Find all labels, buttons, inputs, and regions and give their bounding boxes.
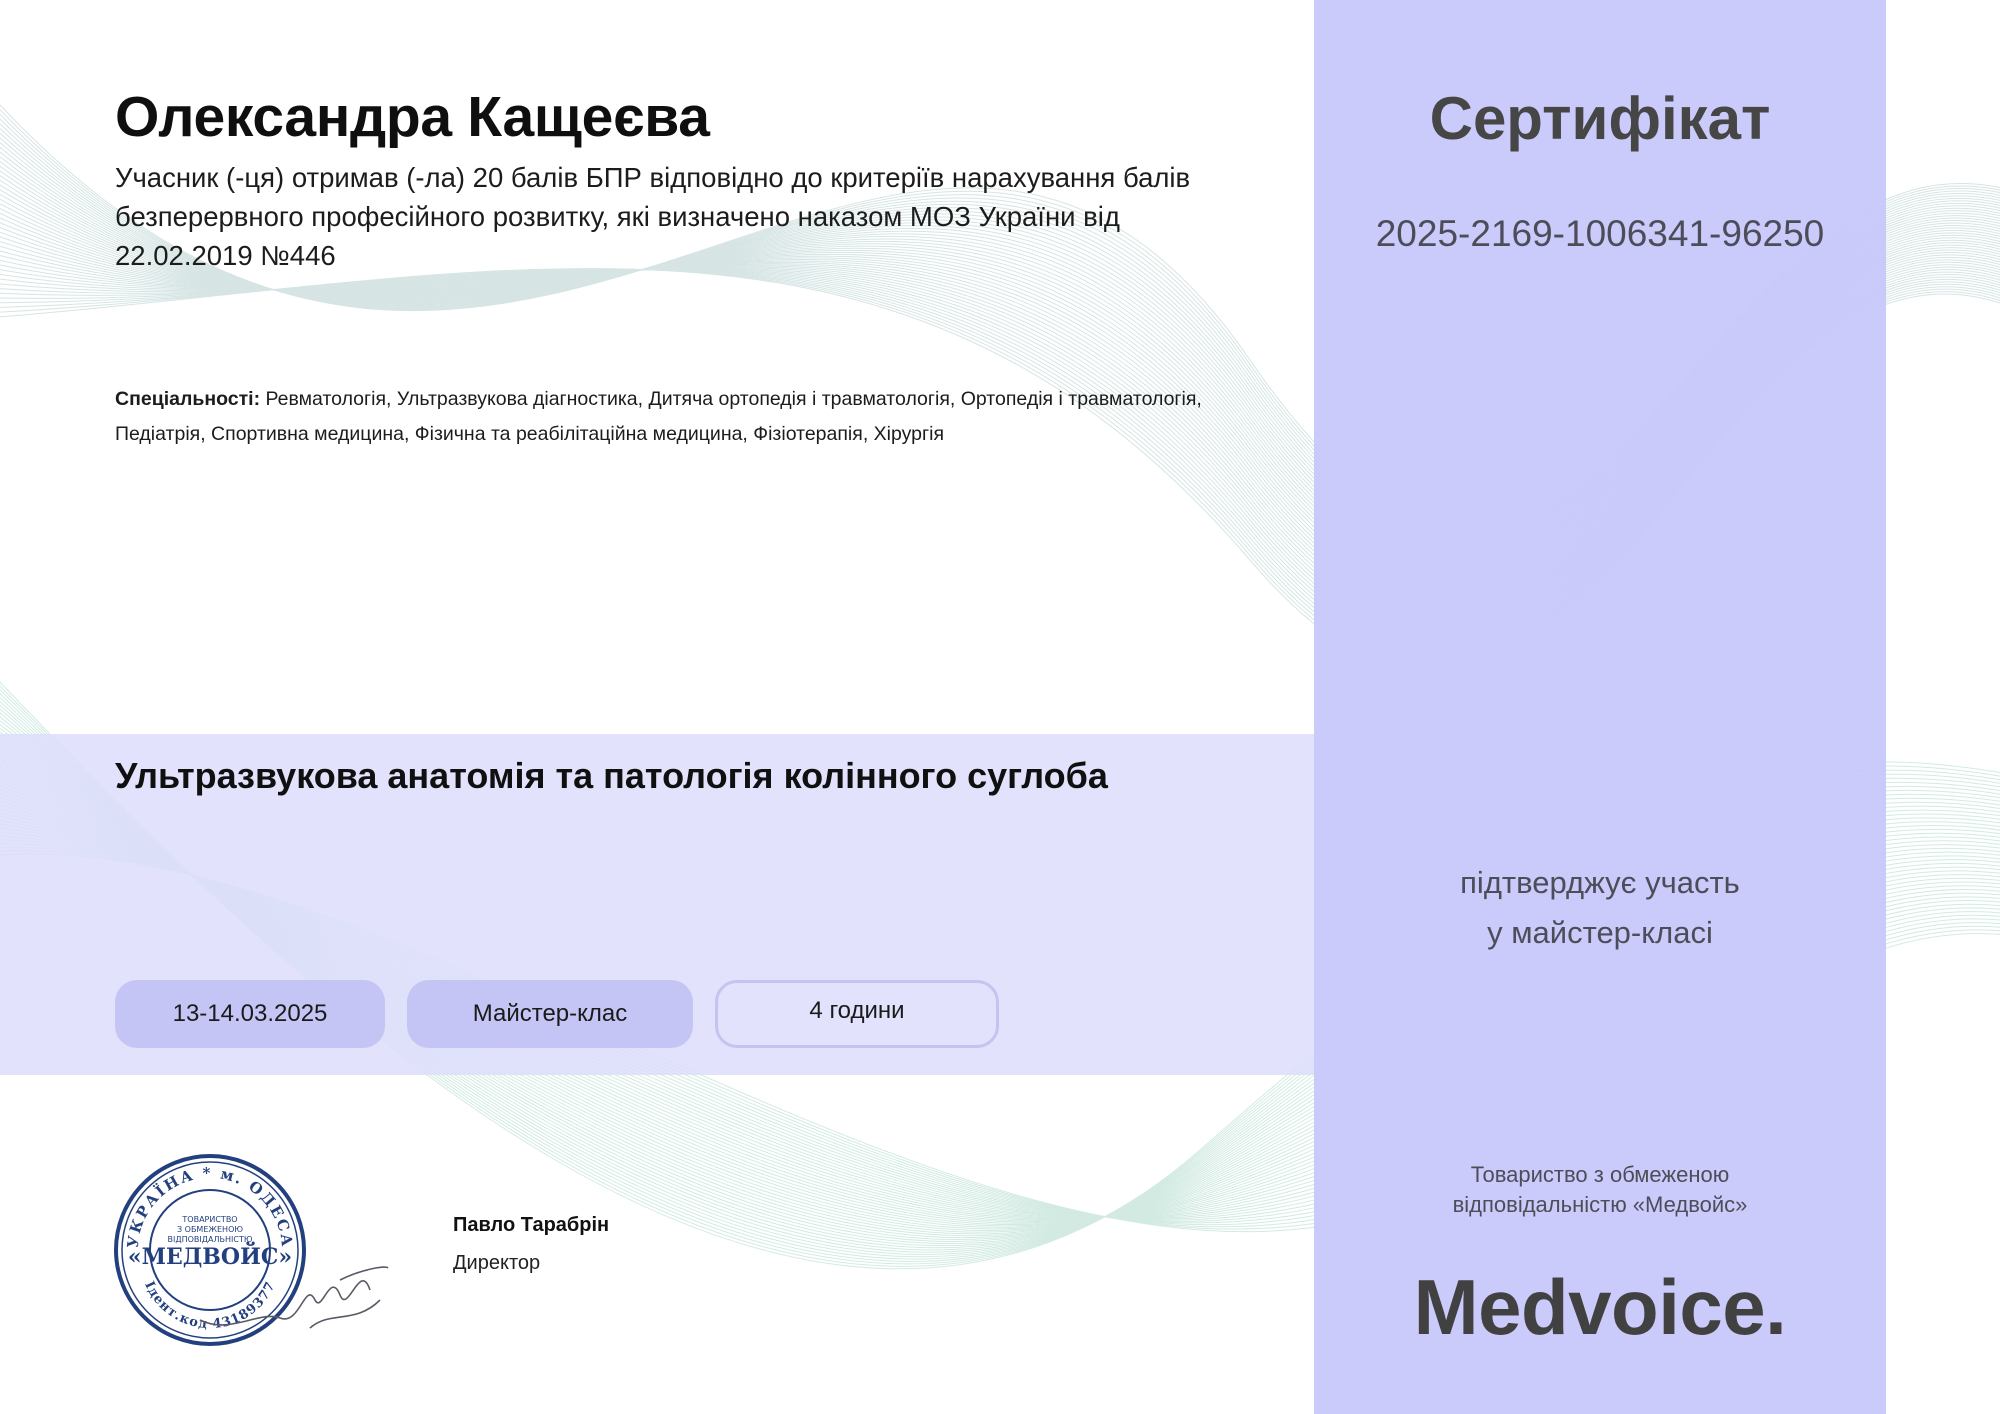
company-line-2: відповідальністю «Медвойс» — [1452, 1192, 1748, 1217]
confirmation-line-1: підтверджує участь — [1460, 865, 1740, 900]
confirmation-text — [1314, 858, 1886, 958]
signatory-name: Павло Тарабрін — [453, 1214, 610, 1236]
medvoice-logo: Medvoice. — [1413, 1263, 1787, 1351]
participant-name: Олександра Кащеєва — [115, 85, 710, 149]
seal-inner-line2: З ОБМЕЖЕНОЮ — [176, 1225, 244, 1234]
seal-center-text: «МЕДВОЙС» — [127, 1244, 293, 1270]
certificate-title: Сертифікат — [1429, 85, 1771, 152]
signatory-role: Директор — [453, 1252, 541, 1274]
specialties-text — [115, 382, 1245, 452]
company-line-1: Товариство з обмеженою — [1470, 1162, 1730, 1187]
certificate-number: 2025-2169-1006341-96250 — [1375, 213, 1825, 254]
event-type-badge: Майстер-клас — [407, 980, 693, 1048]
seal-inner-line1: ТОВАРИСТВО — [182, 1215, 238, 1224]
points-description: Учасник (-ця) отримав (-ла) 20 балів БПР відповідно до критеріїв нарахування балів безперервного професійного розвитку, які визначено наказом МОЗ України від 22.02.2019 №446 — [115, 162, 1191, 271]
specialties-list: Ревматологія, Ультразвукова діагностика, Дитяча ортопедія і травматологія, Ортопедія і травматологія, Педіатрія, Спортивна медицина, Фізична та реабілітаційна медицина, Фізіотерапія, Хірургія — [115, 388, 1202, 445]
date-badge: 13-14.03.2025 — [115, 980, 385, 1048]
specialties-label: Спеціальності: — [115, 388, 261, 410]
seal-bottom-text: Ідент.код 43189377 — [141, 1279, 279, 1333]
seal-inner-line3: ВІДПОВІДАЛЬНІСТЮ — [167, 1235, 253, 1244]
company-name — [1314, 1160, 1886, 1220]
director-signature — [190, 1240, 390, 1350]
hours-badge: 4 години — [715, 980, 999, 1048]
seal-outer-text: УКРАЇНА * м. ОДЕСА — [123, 1163, 297, 1249]
course-title: Ультразвукова анатомія та патологія колінного суглоба — [115, 755, 1108, 796]
confirmation-line-2: у майстер-класі — [1487, 915, 1713, 950]
